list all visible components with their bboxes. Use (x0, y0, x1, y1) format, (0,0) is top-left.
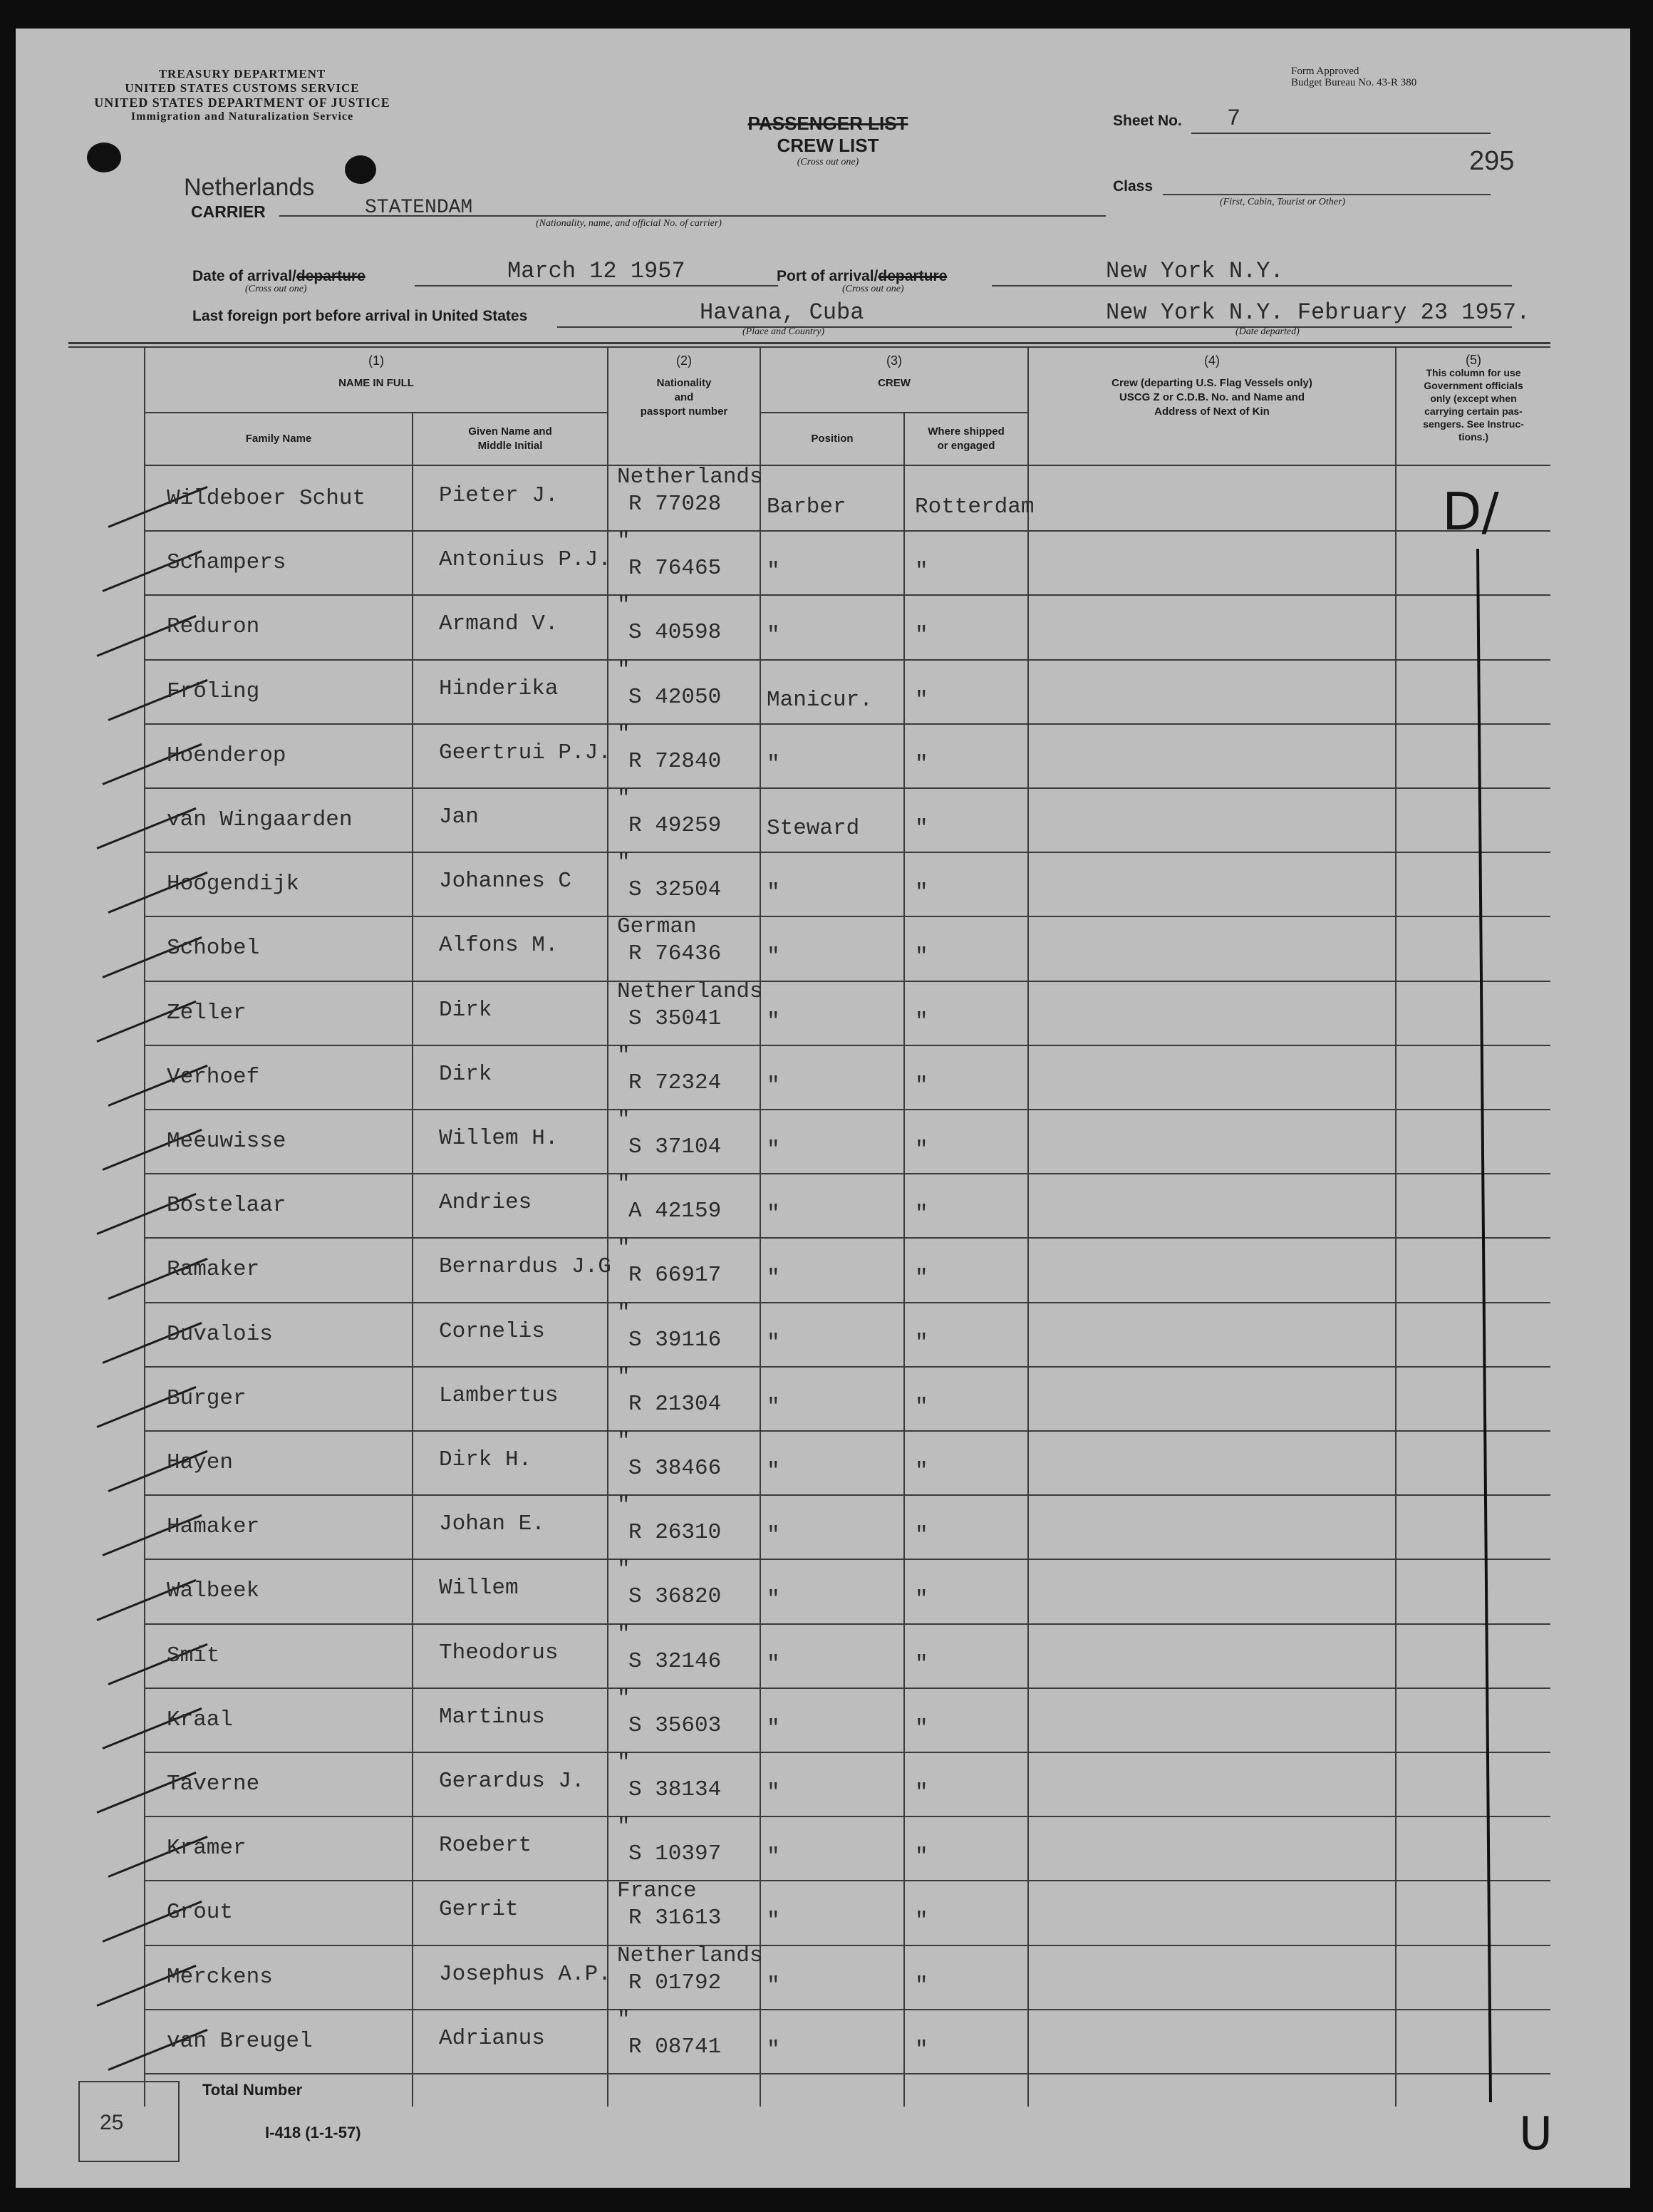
nationality: " (617, 1814, 631, 1840)
position: " (767, 1587, 780, 1613)
position: Steward (767, 816, 860, 841)
title-note: (Cross out one) (797, 157, 859, 167)
date-struck: departure (296, 268, 366, 284)
given-name: Roebert (439, 1833, 532, 1859)
table-row (16, 914, 1630, 981)
table-row (16, 467, 1630, 532)
port-note: (Cross out one) (842, 284, 904, 294)
where-shipped: " (915, 880, 928, 906)
position: " (767, 1394, 780, 1420)
given-name: Bernardus J.G (439, 1254, 611, 1280)
position: " (767, 559, 780, 584)
where-header-1: Where shipped (928, 425, 1005, 438)
given-name: Martinus (439, 1704, 545, 1730)
nationality: " (617, 593, 631, 619)
nationality: " (617, 1300, 631, 1325)
port-struck: departure (878, 268, 948, 284)
passport-number: R 31613 (628, 1906, 722, 1931)
family-name: Kraal (167, 1707, 234, 1732)
table-row (16, 657, 1630, 725)
col2-l1: Nationality (656, 377, 712, 389)
table-row (16, 1685, 1630, 1753)
family-name: Schampers (167, 550, 286, 576)
table-row (16, 1236, 1630, 1303)
where-header (905, 425, 1027, 453)
passport-number: R 49259 (628, 813, 722, 838)
table-row (16, 1174, 1630, 1239)
last-port-value: Havana, Cuba (700, 299, 864, 326)
agency-block (93, 67, 392, 124)
nationality: Netherlands (617, 978, 763, 1004)
where-shipped: " (915, 1459, 928, 1484)
col2-num: (2) (676, 353, 692, 368)
table-top-rule-2 (68, 346, 1550, 348)
passport-number: S 35603 (628, 1712, 722, 1738)
passport-number: R 76465 (628, 556, 722, 582)
family-name: Meeuwisse (167, 1129, 286, 1154)
where-shipped: " (915, 944, 928, 970)
position: " (767, 1201, 780, 1227)
table-row (16, 1429, 1630, 1496)
family-name: Duvalois (167, 1321, 273, 1347)
sheet-label: Sheet No. (1113, 113, 1182, 129)
family-name: Taverne (167, 1772, 260, 1797)
where-shipped: " (915, 1137, 928, 1162)
position: " (767, 1908, 780, 1934)
nationality: " (617, 1621, 631, 1647)
where-shipped: " (915, 751, 928, 777)
given-name: Cornelis (439, 1318, 545, 1344)
family-name: Kramer (167, 1836, 247, 1861)
family-name: van Breugel (167, 2028, 313, 2054)
given-name: Hinderika (439, 676, 559, 701)
given-header (413, 425, 607, 453)
passport-number: S 40598 (628, 620, 722, 646)
nationality: " (617, 1236, 631, 1261)
where-shipped: " (915, 816, 928, 841)
form-approved (1291, 66, 1416, 88)
nationality: " (617, 721, 631, 747)
nationality: " (617, 1107, 631, 1132)
carrier-label: CARRIER (191, 202, 266, 221)
passport-number: R 77028 (628, 492, 722, 517)
table-row (16, 1300, 1630, 1368)
table-row (16, 2007, 1630, 2074)
nationality: " (617, 786, 631, 811)
table-row (16, 1364, 1630, 1432)
col5-num: (5) (1466, 353, 1481, 367)
family-name: Ramaker (167, 1257, 260, 1283)
position: " (767, 1715, 780, 1741)
where-shipped: " (915, 687, 928, 713)
passport-number: S 39116 (628, 1327, 722, 1353)
where-shipped: " (915, 1844, 928, 1870)
where-shipped: " (915, 1587, 928, 1613)
col5-l4: carrying certain pas- (1424, 405, 1523, 417)
where-shipped: " (915, 2037, 928, 2062)
agency-line-2: UNITED STATES CUSTOMS SERVICE (125, 81, 360, 95)
position: " (767, 1651, 780, 1677)
col5-l1: This column for use (1426, 367, 1521, 378)
carrier-nationality: Netherlands (184, 174, 315, 201)
given-name: Lambertus (439, 1382, 559, 1408)
given-name: Gerrit (439, 1897, 519, 1923)
position: Manicur. (767, 687, 873, 713)
col5-l6: tions.) (1458, 431, 1488, 443)
date-note: (Cross out one) (245, 284, 307, 294)
passport-number: S 35041 (628, 1006, 722, 1031)
nationality: " (617, 1685, 631, 1711)
position: " (767, 880, 780, 906)
where-shipped: " (915, 1330, 928, 1355)
passport-number: S 42050 (628, 684, 722, 710)
where-shipped: " (915, 1715, 928, 1741)
sheet-value: 7 (1227, 105, 1241, 132)
given-name: Armand V. (439, 611, 559, 637)
nationality: " (617, 1557, 631, 1583)
carrier-name: STATENDAM (365, 197, 473, 219)
nationality: " (617, 1364, 631, 1390)
date-underline (415, 285, 778, 286)
table-row (16, 1621, 1630, 1689)
given-name: Antonius P.J. (439, 547, 611, 573)
form-title (685, 113, 970, 168)
nationality: " (617, 529, 631, 554)
form-approved-line-2: Budget Bureau No. 43-R 380 (1291, 77, 1417, 88)
family-name: Schobel (167, 936, 260, 961)
where-shipped: " (915, 559, 928, 584)
last-port-underline (557, 326, 1512, 328)
given-name: Dirk (439, 1061, 492, 1087)
table-row (16, 1878, 1630, 1945)
total-number-label: Total Number (202, 2081, 303, 2099)
family-name: Merckens (167, 1964, 273, 1990)
class-note: (First, Cabin, Tourist or Other) (1220, 197, 1346, 207)
family-name: Walbeek (167, 1578, 260, 1604)
position: " (767, 1973, 780, 1998)
nationality: " (617, 657, 631, 683)
total-number-box (78, 2081, 180, 2162)
agency-line-4: Immigration and Naturalization Service (130, 110, 354, 123)
family-name: Hamaker (167, 1514, 260, 1540)
stamp-number: 295 (1469, 146, 1515, 176)
table-row (16, 1814, 1630, 1881)
passport-number: R 26310 (628, 1520, 722, 1546)
name-subrule (144, 412, 607, 413)
nationality: German (617, 914, 697, 940)
given-name: Alfons M. (439, 933, 559, 958)
passport-number: R 72840 (628, 748, 722, 774)
agency-line-1: TREASURY DEPARTMENT (158, 67, 326, 81)
col5-l5: sengers. See Instruc- (1423, 418, 1524, 430)
passport-number: R 72324 (628, 1070, 722, 1095)
port-of-arrival-label (777, 268, 947, 285)
col3-header (761, 353, 1027, 391)
passport-number: S 10397 (628, 1841, 722, 1867)
where-shipped: " (915, 1973, 928, 1998)
where-shipped: " (915, 1780, 928, 1805)
col5-l2: Government officials (1424, 380, 1523, 391)
family-name: Hoenderop (167, 743, 286, 768)
col4-l3: Address of Next of Kin (1154, 405, 1270, 418)
col5-handwritten-mark: D/ (1442, 482, 1499, 542)
table-row (16, 1557, 1630, 1624)
table-row (16, 1750, 1630, 1817)
class-label: Class (1113, 178, 1154, 195)
date-of-arrival-value: March 12 1957 (507, 258, 685, 284)
port-label: Port of arrival/ (777, 268, 879, 284)
col1-title: NAME IN FULL (338, 377, 414, 389)
table-row (16, 850, 1630, 917)
where-shipped: " (915, 1523, 928, 1549)
date-departed-value: New York N.Y. February 23 1957. (1106, 299, 1530, 326)
nationality: " (617, 1043, 631, 1068)
table-row (16, 593, 1630, 660)
position: Barber (767, 495, 846, 520)
col3-title: CREW (878, 377, 911, 389)
passport-number: S 38134 (628, 1777, 722, 1802)
position: " (767, 944, 780, 970)
position: " (767, 1780, 780, 1805)
family-name: Zeller (167, 1000, 247, 1025)
nationality: Netherlands (617, 465, 763, 490)
row-rule (144, 2073, 1550, 2074)
table-row (16, 978, 1630, 1046)
given-name: Pieter J. (439, 483, 559, 508)
family-name: Smit (167, 1643, 220, 1668)
crew-subrule (760, 412, 1027, 413)
nationality: " (617, 1493, 631, 1519)
table-top-rule (68, 342, 1550, 344)
family-name: van Wingaarden (167, 807, 353, 832)
table-row (16, 529, 1630, 596)
passport-number: S 32146 (628, 1648, 722, 1674)
nationality: " (617, 2007, 631, 2032)
date-departed-note: (Date departed) (1235, 326, 1300, 337)
position: " (767, 1073, 780, 1098)
carrier-note: (Nationality, name, and official No. of carrier) (536, 218, 722, 229)
where-shipped: " (915, 1908, 928, 1934)
col4-header (1029, 353, 1395, 419)
punch-hole-right (345, 155, 376, 184)
table-row (16, 1493, 1630, 1560)
form-approved-line-1: Form Approved (1291, 66, 1359, 77)
where-shipped: " (915, 623, 928, 648)
last-port-label: Last foreign port before arrival in United States (192, 308, 528, 324)
date-of-arrival-label (192, 268, 366, 285)
given-name: Willem H. (439, 1126, 559, 1151)
passport-number: S 38466 (628, 1456, 722, 1481)
passport-number: S 37104 (628, 1135, 722, 1159)
where-shipped: " (915, 1201, 928, 1227)
col2-header (608, 353, 760, 419)
given-header-1: Given Name and (468, 425, 552, 438)
nationality: Netherlands (617, 1943, 763, 1968)
family-name: Fröling (167, 678, 260, 704)
nationality: " (617, 1172, 631, 1197)
given-name: Adrianus (439, 2025, 545, 2051)
given-name: Dirk (439, 997, 492, 1023)
passport-number: S 32504 (628, 877, 722, 903)
where-shipped: " (915, 1266, 928, 1291)
col2-l2: and (674, 391, 694, 403)
table-row (16, 721, 1630, 789)
punch-hole-left (87, 143, 121, 172)
passport-number: S 36820 (628, 1584, 722, 1610)
col1-header (145, 353, 607, 391)
where-shipped: " (915, 1073, 928, 1098)
table-row (16, 786, 1630, 853)
family-name: Grout (167, 1900, 234, 1926)
family-name: Burger (167, 1385, 247, 1411)
where-shipped: " (915, 1394, 928, 1420)
nationality: " (617, 1750, 631, 1775)
col4-l2: USCG Z or C.D.B. No. and Name and (1119, 391, 1305, 403)
given-name: Johannes C (439, 869, 572, 894)
table-row (16, 1943, 1630, 2010)
header-bottom-rule (144, 465, 1550, 466)
given-name: Geertrui P.J. (439, 740, 611, 765)
table-row (16, 1107, 1630, 1174)
passport-number: A 42159 (628, 1199, 722, 1224)
where-header-2: or engaged (937, 440, 995, 452)
position: " (767, 751, 780, 777)
where-shipped: " (915, 1651, 928, 1677)
position-header: Position (811, 433, 854, 445)
col5-vertical-stroke (1469, 542, 1498, 2109)
col3-num: (3) (886, 353, 902, 368)
position: " (767, 1844, 780, 1870)
nationality: France (617, 1878, 697, 1904)
col2-l3: passport number (640, 405, 728, 418)
col4-l1: Crew (departing U.S. Flag Vessels only) (1112, 377, 1312, 389)
given-name: Josephus A.P. (439, 1961, 611, 1987)
position: " (767, 1459, 780, 1484)
nationality: " (617, 1429, 631, 1454)
table-row (16, 1043, 1630, 1110)
col5-header (1396, 353, 1550, 443)
given-name: Andries (439, 1190, 532, 1216)
place-note: (Place and Country) (742, 326, 825, 337)
given-name: Jan (439, 805, 479, 830)
passport-number: R 66917 (628, 1263, 722, 1288)
family-name: Wildeboer Schut (167, 486, 366, 511)
port-underline (992, 285, 1512, 286)
passport-number: R 08741 (628, 2034, 722, 2059)
family-name: Hoogendijk (167, 872, 300, 897)
family-name: Reduron (167, 614, 260, 640)
where-shipped: Rotterdam (915, 495, 1035, 520)
col4-num: (4) (1204, 353, 1220, 368)
family-header: Family Name (245, 433, 312, 445)
position: " (767, 1330, 780, 1355)
given-name: Dirk H. (439, 1447, 532, 1472)
date-label: Date of arrival/ (192, 268, 296, 284)
corner-handwritten-mark: U (1519, 2108, 1553, 2161)
position: " (767, 1266, 780, 1291)
given-name: Gerardus J. (439, 1769, 585, 1794)
given-name: Theodorus (439, 1640, 559, 1665)
given-name: Johan E. (439, 1511, 545, 1537)
col1-num: (1) (368, 353, 384, 368)
nationality: " (617, 850, 631, 876)
form-number: I-418 (1-1-57) (265, 2124, 361, 2141)
title-main: CREW LIST (777, 135, 879, 156)
family-name: Hayen (167, 1450, 234, 1475)
sheet-underline (1191, 133, 1491, 134)
given-name: Willem (439, 1576, 519, 1601)
passport-number: R 21304 (628, 1391, 722, 1417)
position: " (767, 1137, 780, 1162)
crew-list-form (16, 29, 1630, 2188)
given-header-2: Middle Initial (477, 440, 543, 452)
position: " (767, 2037, 780, 2062)
class-underline (1163, 194, 1491, 195)
family-name: Bostelaar (167, 1193, 286, 1219)
total-number-value: 25 (100, 2111, 124, 2134)
port-of-arrival-value: New York N.Y. (1106, 258, 1284, 284)
position: " (767, 623, 780, 648)
title-struck: PASSENGER LIST (747, 113, 908, 134)
position: " (767, 1523, 780, 1549)
family-name: Verhoef (167, 1064, 260, 1090)
agency-line-3: UNITED STATES DEPARTMENT OF JUSTICE (94, 95, 390, 110)
col5-l3: only (except when (1430, 393, 1517, 404)
passport-number: R 76436 (628, 941, 722, 967)
where-shipped: " (915, 1008, 928, 1034)
passport-number: R 01792 (628, 1970, 722, 1995)
position: " (767, 1008, 780, 1034)
